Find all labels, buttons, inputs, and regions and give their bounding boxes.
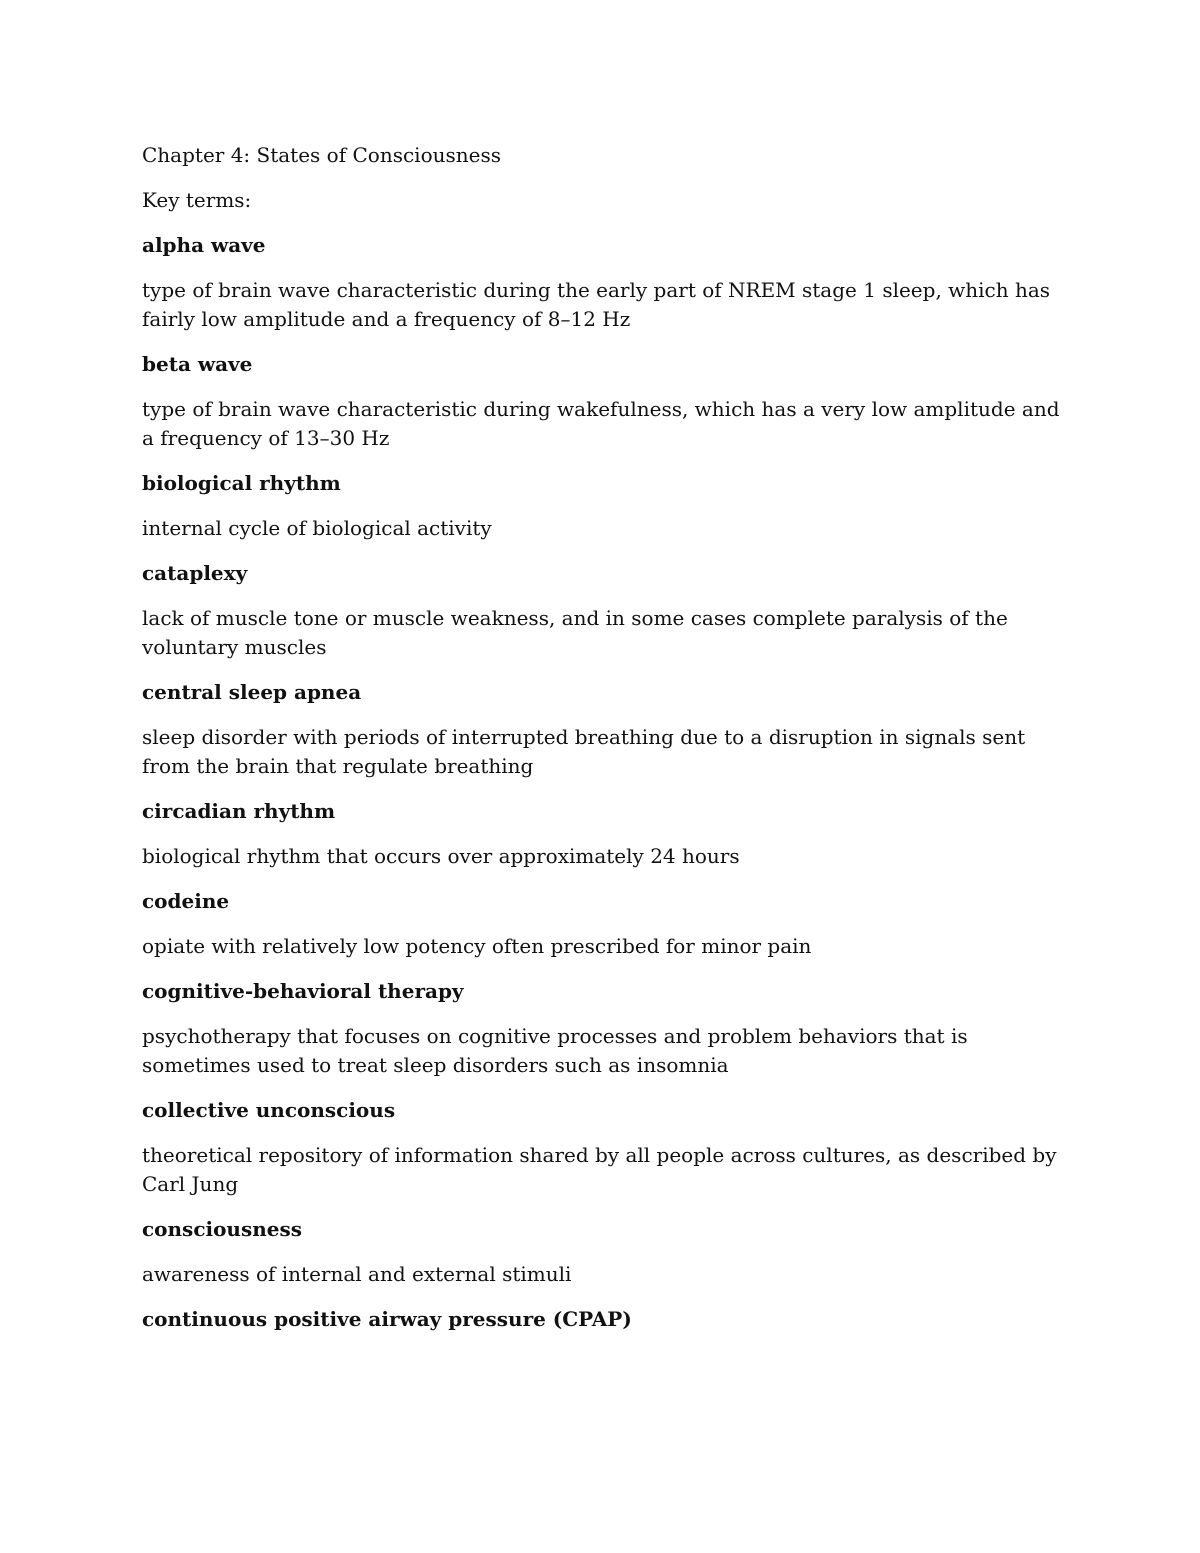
glossary-entry (142, 559, 1072, 662)
glossary-entry (142, 678, 1072, 781)
glossary-term: circadian rhythm (142, 799, 336, 823)
glossary-term: continuous positive airway pressure (CPAP) (142, 1307, 632, 1331)
glossary-term: alpha wave (142, 233, 266, 257)
glossary-term: biological rhythm (142, 471, 341, 495)
document-title: Chapter 4: States of Consciousness (142, 143, 501, 167)
glossary-term: central sleep apnea (142, 680, 362, 704)
glossary-definition: biological rhythm that occurs over approximately 24 hours (142, 844, 740, 868)
glossary-entry (142, 350, 1072, 453)
document-subtitle: Key terms: (142, 188, 252, 212)
glossary-term: consciousness (142, 1217, 303, 1241)
glossary-definition: theoretical repository of information shared by all people across cultures, as described by Carl Jung (142, 1143, 1057, 1196)
glossary-definition: opiate with relatively low potency often prescribed for minor pain (142, 934, 812, 958)
glossary-term: collective unconscious (142, 1098, 396, 1122)
glossary-definition: type of brain wave characteristic during the early part of NREM stage 1 sleep, which has fairly low amplitude and a frequency of 8–12 Hz (142, 278, 1051, 331)
glossary-definition: psychotherapy that focuses on cognitive processes and problem behaviors that is sometimes used to treat sleep disorders such as insomnia (142, 1024, 968, 1077)
glossary-definition: sleep disorder with periods of interrupted breathing due to a disruption in signals sent from the brain that regulate breathing (142, 725, 1026, 778)
glossary-entry (142, 231, 1072, 334)
glossary-entry (142, 1096, 1072, 1199)
glossary-entry (142, 797, 1072, 871)
glossary-term: cognitive-behavioral therapy (142, 979, 464, 1003)
glossary-term: cataplexy (142, 561, 248, 585)
glossary-term: codeine (142, 889, 230, 913)
glossary-entry (142, 1305, 1072, 1334)
glossary-entry (142, 1215, 1072, 1289)
glossary-term: beta wave (142, 352, 253, 376)
glossary-definition: internal cycle of biological activity (142, 516, 492, 540)
glossary-entry (142, 469, 1072, 543)
glossary-definition: lack of muscle tone or muscle weakness, and in some cases complete paralysis of the voluntary muscles (142, 606, 1008, 659)
glossary-definition: type of brain wave characteristic during wakefulness, which has a very low amplitude and a frequency of 13–30 Hz (142, 397, 1060, 450)
document-page (142, 141, 1072, 1350)
glossary-entry (142, 977, 1072, 1080)
glossary-entry (142, 887, 1072, 961)
glossary-definition: awareness of internal and external stimuli (142, 1262, 572, 1286)
